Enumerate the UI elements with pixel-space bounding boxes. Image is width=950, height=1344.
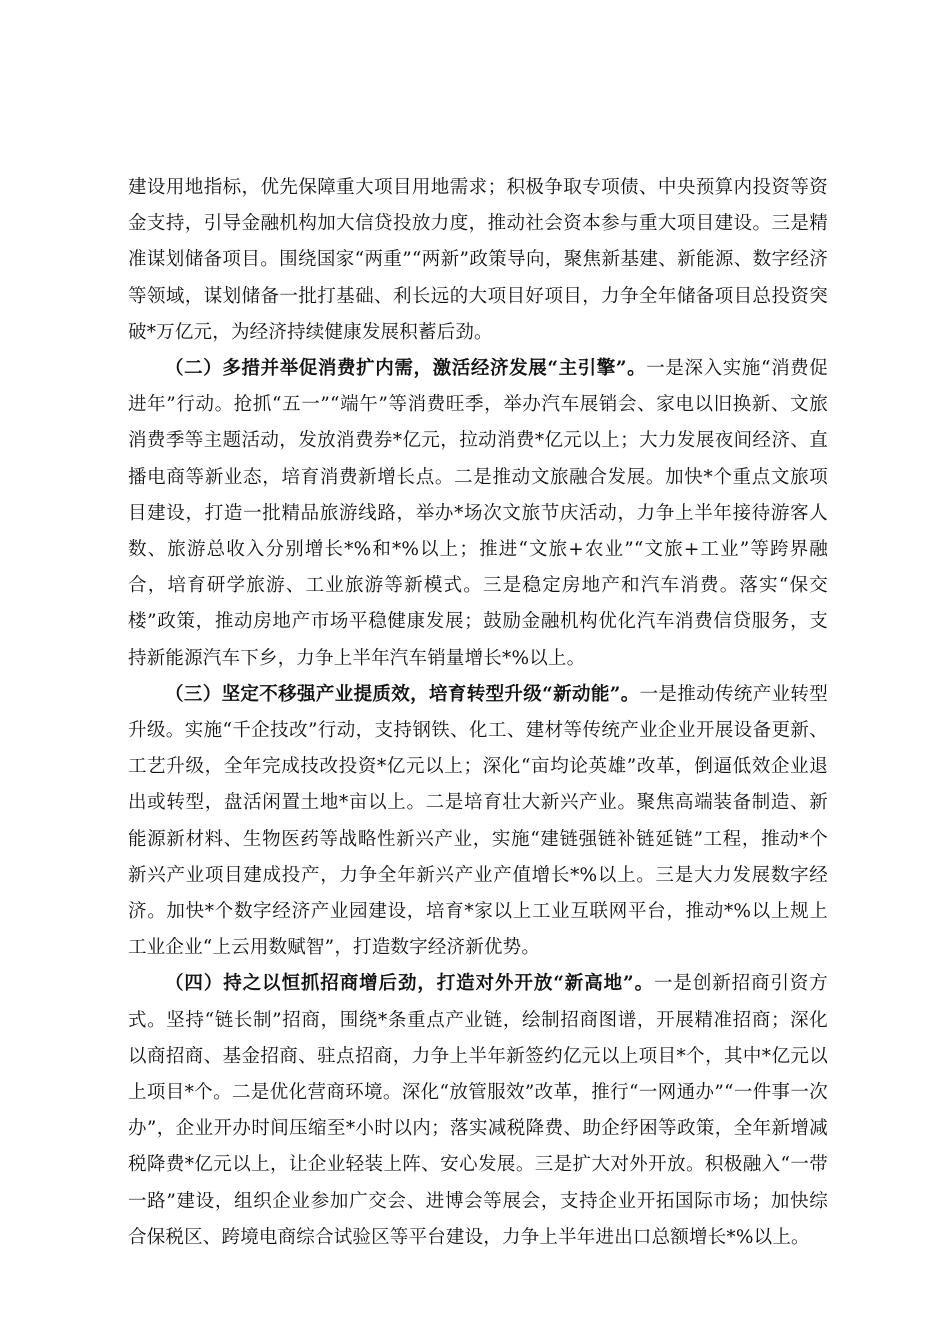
paragraph-section-4 [128,966,828,1256]
paragraph-text: 一是创新招商引资方式。坚持“链长制”招商，围绕*条重点产业链，绘制招商图谱，开展精准招商；深化以商招商、基金招商、驻点招商，力争上半年新签约亿元以上项目*个，其中*亿元以上项目*个。二是优化营商环境。深化“放管服效”改革，推行“一网通办”“一件事一次办”，企业开办时间压缩至*小时以内；落实减税降费、助企纾困等政策，全年新增减税降费*亿元以上，让企业轻装上阵、安心发展。三是扩大对外开放。积极融入“一带一路”建设，组织企业参加广交会、进博会等展会，支持企业开拓国际市场；加快综合保税区、跨境电商综合试验区等平台建设，力争上半年进出口总额增长*%以上。 [128,973,828,1248]
paragraph-section-3 [128,677,828,967]
paragraph-text: 建设用地指标，优先保障重大项目用地需求；积极争取专项债、中央预算内投资等资金支持，引导金融机构加大信贷投放力度，推动社会资本参与重大项目建设。三是精准谋划储备项目。围绕国家“两重”“两新”政策导向，聚焦新基建、新能源、数字经济等领域，谋划储备一批打基础、利长远的大项目好项目，力争全年储备项目总投资突破*万亿元，为经济持续健康发展积蓄后劲。 [128,177,828,343]
document-body [128,170,828,1256]
paragraph-text: 一是推动传统产业转型升级。实施“千企技改”行动，支持钢铁、化工、建材等传统产业企业开展设备更新、工艺升级，全年完成技改投资*亿元以上；深化“亩均论英雄”改革，倒逼低效企业退出或转型，盘活闲置土地*亩以上。二是培育壮大新兴产业。聚焦高端装备制造、新能源新材料、生物医药等战略性新兴产业，实施“建链强链补链延链”工程，推动*个新兴产业项目建成投产，力争全年新兴产业产值增长*%以上。三是大力发展数字经济。加快*个数字经济产业园建设，培育*家以上工业互联网平台，推动*%以上规上工业企业“上云用数赋智”，打造数字经济新优势。 [128,683,828,959]
paragraph-text: 一是深入实施“消费促进年”行动。抢抓“五一”“端午”等消费旺季，举办汽车展销会、家电以旧换新、文旅消费季等主题活动，发放消费券*亿元，拉动消费*亿元以上；大力发展夜间经济、直播电商等新业态，培育消费新增长点。二是推动文旅融合发展。加快*个重点文旅项目建设，打造一批精品旅游线路，举办*场次文旅节庆活动，力争上半年接待游客人数、旅游总收入分别增长*%和*%以上；推进“文旅+农业”“文旅+工业”等跨界融合，培育研学旅游、工业旅游等新模式。三是稳定房地产和汽车消费。落实“保交楼”政策，推动房地产市场平稳健康发展；鼓励金融机构优化汽车消费信贷服务，支持新能源汽车下乡，力争上半年汽车销量增长*%以上。 [128,358,828,669]
section-heading: （四）持之以恒抓招商增后劲，打造对外开放“新高地”。 [165,973,654,995]
paragraph-section-2 [128,351,828,677]
paragraph-continuation [128,170,828,351]
section-heading: （三）坚定不移强产业提质效，培育转型升级“新动能”。 [165,683,640,705]
section-heading: （二）多措并举促消费扩内需，激活经济发展“主引擎”。 [165,358,647,380]
